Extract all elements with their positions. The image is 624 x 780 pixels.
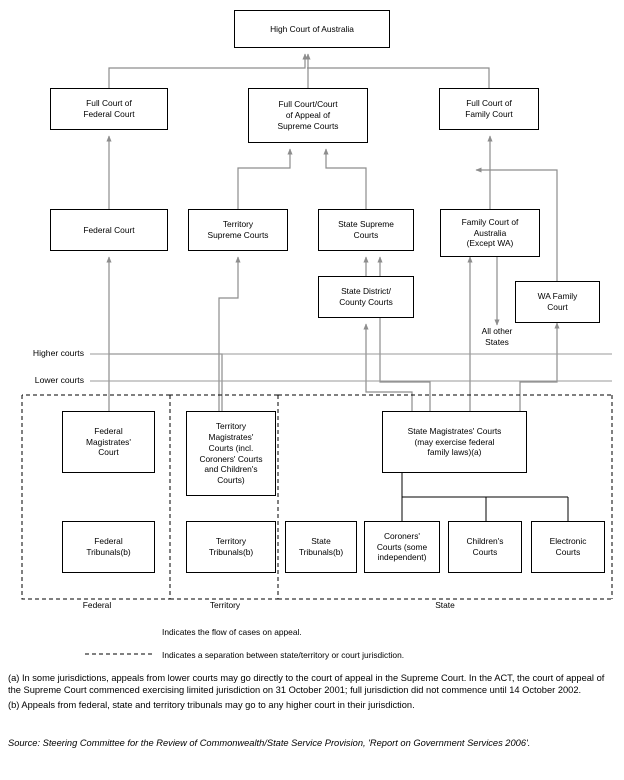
footnotes (8, 672, 616, 713)
box-territory-tribunals[interactable] (186, 521, 276, 573)
box-label: Full Court of Federal Court (83, 98, 135, 119)
box-label: Territory Magistrates' Courts (incl. Coroners' Courts and Children's Courts) (199, 421, 263, 485)
box-wa-family-court[interactable] (515, 281, 600, 323)
box-state-district-county-courts[interactable] (318, 276, 414, 318)
box-label: State District/ County Courts (339, 286, 393, 307)
box-label: State Magistrates' Courts (may exercise federal family laws)(a) (407, 425, 502, 458)
box-state-magistrates-courts[interactable] (382, 411, 527, 473)
box-label: Federal Tribunals(b) (86, 536, 131, 557)
legend-arrow-text: Indicates the flow of cases on appeal. (162, 627, 302, 637)
label-lower-courts: Lower courts (34, 375, 84, 385)
box-territory-magistrates-courts[interactable] (186, 411, 276, 496)
box-label: Full Court/Court of Appeal of Supreme Courts (277, 99, 339, 131)
box-label: State Tribunals(b) (298, 536, 344, 557)
box-federal-court[interactable] (50, 209, 168, 251)
box-label: WA Family Court (537, 291, 578, 312)
box-childrens-courts[interactable] (448, 521, 522, 573)
box-territory-supreme-courts[interactable] (188, 209, 288, 251)
box-full-court-federal[interactable] (50, 88, 168, 130)
box-federal-tribunals[interactable] (62, 521, 155, 573)
box-label: Federal Court (83, 224, 135, 235)
box-electronic-courts[interactable] (531, 521, 605, 573)
label-tier-federal: Federal (62, 600, 132, 610)
label-all-other-states: All other States (481, 326, 513, 347)
box-state-supreme-courts[interactable] (318, 209, 414, 251)
box-label: State Supreme Courts (338, 219, 394, 240)
box-label: Territory Tribunals(b) (208, 536, 254, 557)
box-federal-magistrates-court[interactable] (62, 411, 155, 473)
footnote-a: (a) In some jurisdictions, appeals from lower courts may go directly to the court of appeal in the Supreme Court. In the ACT, the court of appeal of the Supreme Court commenced exercising limited jurisdiction on 31 October 2001; full jurisdiction did not commence until 14 October 2002. (8, 673, 605, 696)
box-label: Coroners' Courts (some independent) (376, 530, 428, 563)
box-coroners-courts[interactable] (364, 521, 440, 573)
box-label: Children's Courts (466, 536, 504, 557)
box-high-court[interactable] (234, 10, 390, 48)
box-full-court-appeal-supreme[interactable] (248, 88, 368, 143)
label-tier-state: State (410, 600, 480, 610)
box-label: High Court of Australia (270, 23, 354, 34)
box-label: Federal Magistrates' Court (86, 425, 131, 458)
label-tier-territory: Territory (190, 600, 260, 610)
box-label: Family Court of Australia (Except WA) (461, 216, 519, 249)
legend-dashed-text: Indicates a separation between state/territory or court jurisdiction. (162, 650, 405, 660)
box-label: Territory Supreme Courts (207, 219, 269, 240)
source-note: Source: Steering Committee for the Review of Commonwealth/State Service Provision, 'Report on Government Services 2006'. (8, 738, 531, 748)
box-state-tribunals[interactable] (285, 521, 357, 573)
box-full-court-family[interactable] (439, 88, 539, 130)
box-family-court-australia[interactable] (440, 209, 540, 257)
footnote-b: (b) Appeals from federal, state and territory tribunals may go to any higher court in their jurisdiction. (8, 699, 415, 710)
box-label: Electronic Courts (549, 536, 587, 557)
label-higher-courts: Higher courts (32, 348, 84, 358)
box-label: Full Court of Family Court (465, 98, 513, 119)
